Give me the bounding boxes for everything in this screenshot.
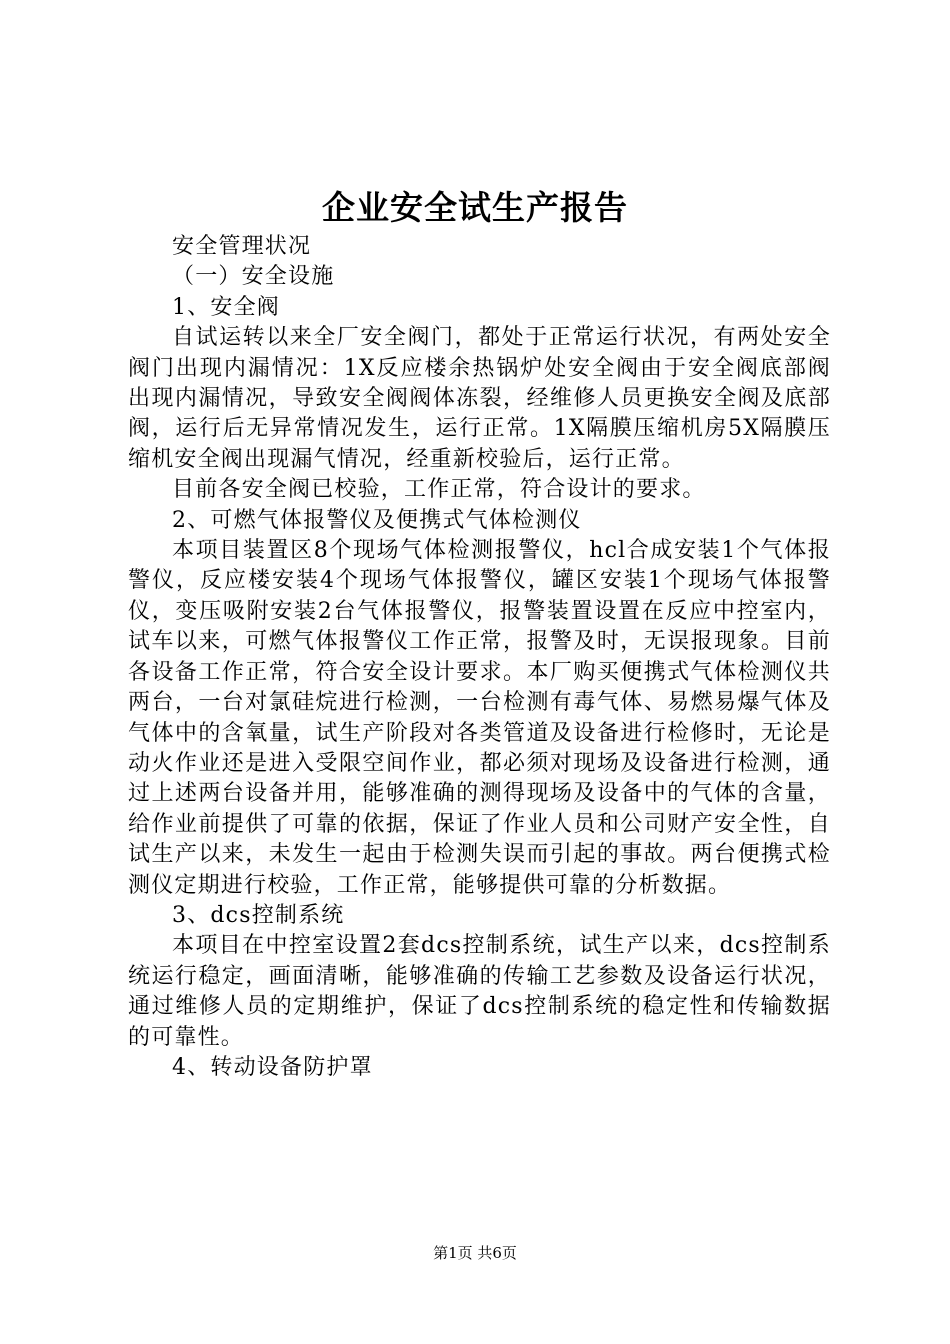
subsection-heading: （一）安全设施: [172, 264, 335, 290]
item-heading: 1、安全阀: [172, 294, 280, 320]
body-paragraph: 自试运转以来全厂安全阀门，都处于正常运行状况，有两处安全阀门出现内漏情况：1X反应楼余热锅炉处安全阀由于安全阀底部阀出现内漏情况，导致安全阀阀体冻裂，经维修人员更换安全阀及底部阀，运行后无异常情况发生，运行正常。1X隔膜压缩机房5X隔膜压缩机安全阀出现漏气情况，经重新校验后，运行正常。: [128, 325, 831, 472]
document-title: 企业安全试生产报告: [322, 188, 628, 227]
body-paragraph: 目前各安全阀已校验，工作正常，符合设计的要求。: [172, 477, 706, 503]
body-paragraph: 本项目在中控室设置2套dcs控制系统，试生产以来，dcs控制系统运行稳定，画面清晰，能够准确的传输工艺参数及设备运行状况，通过维修人员的定期维护，保证了dcs控制系统的稳定性和传输数据的可靠性。: [128, 933, 831, 1050]
item-heading: 2、可燃气体报警仪及便携式气体检测仪: [172, 507, 582, 533]
item-heading: 4、转动设备防护罩: [172, 1054, 373, 1080]
item-heading: 3、dcs控制系统: [172, 902, 345, 928]
page-footer: 第1页 共6页: [433, 1244, 517, 1262]
section-heading: 安全管理状况: [172, 234, 312, 259]
document-body: [128, 232, 831, 1083]
body-paragraph: 本项目装置区8个现场气体检测报警仪，hcl合成安装1个气体报警仪，反应楼安装4个现场气体报警仪，罐区安装1个现场气体报警仪，变压吸附安装2台气体报警仪，报警装置设置在反应中控室内，试车以来，可燃气体报警仪工作正常，报警及时，无误报现象。目前各设备工作正常，符合安全设计要求。本厂购买便携式气体检测仪共两台，一台对氯硅烷进行检测，一台检测有毒气体、易燃易爆气体及气体中的含氧量，试生产阶段对各类管道及设备进行检修时，无论是动火作业还是进入受限空间作业，都必须对现场及设备进行检测，通过上述两台设备并用，能够准确的测得现场及设备中的气体的含量，给作业前提供了可靠的依据，保证了作业人员和公司财产安全性，自试生产以来，未发生一起由于检测失误而引起的事故。两台便携式检测仪定期进行校验，工作正常，能够提供可靠的分析数据。: [128, 538, 831, 898]
